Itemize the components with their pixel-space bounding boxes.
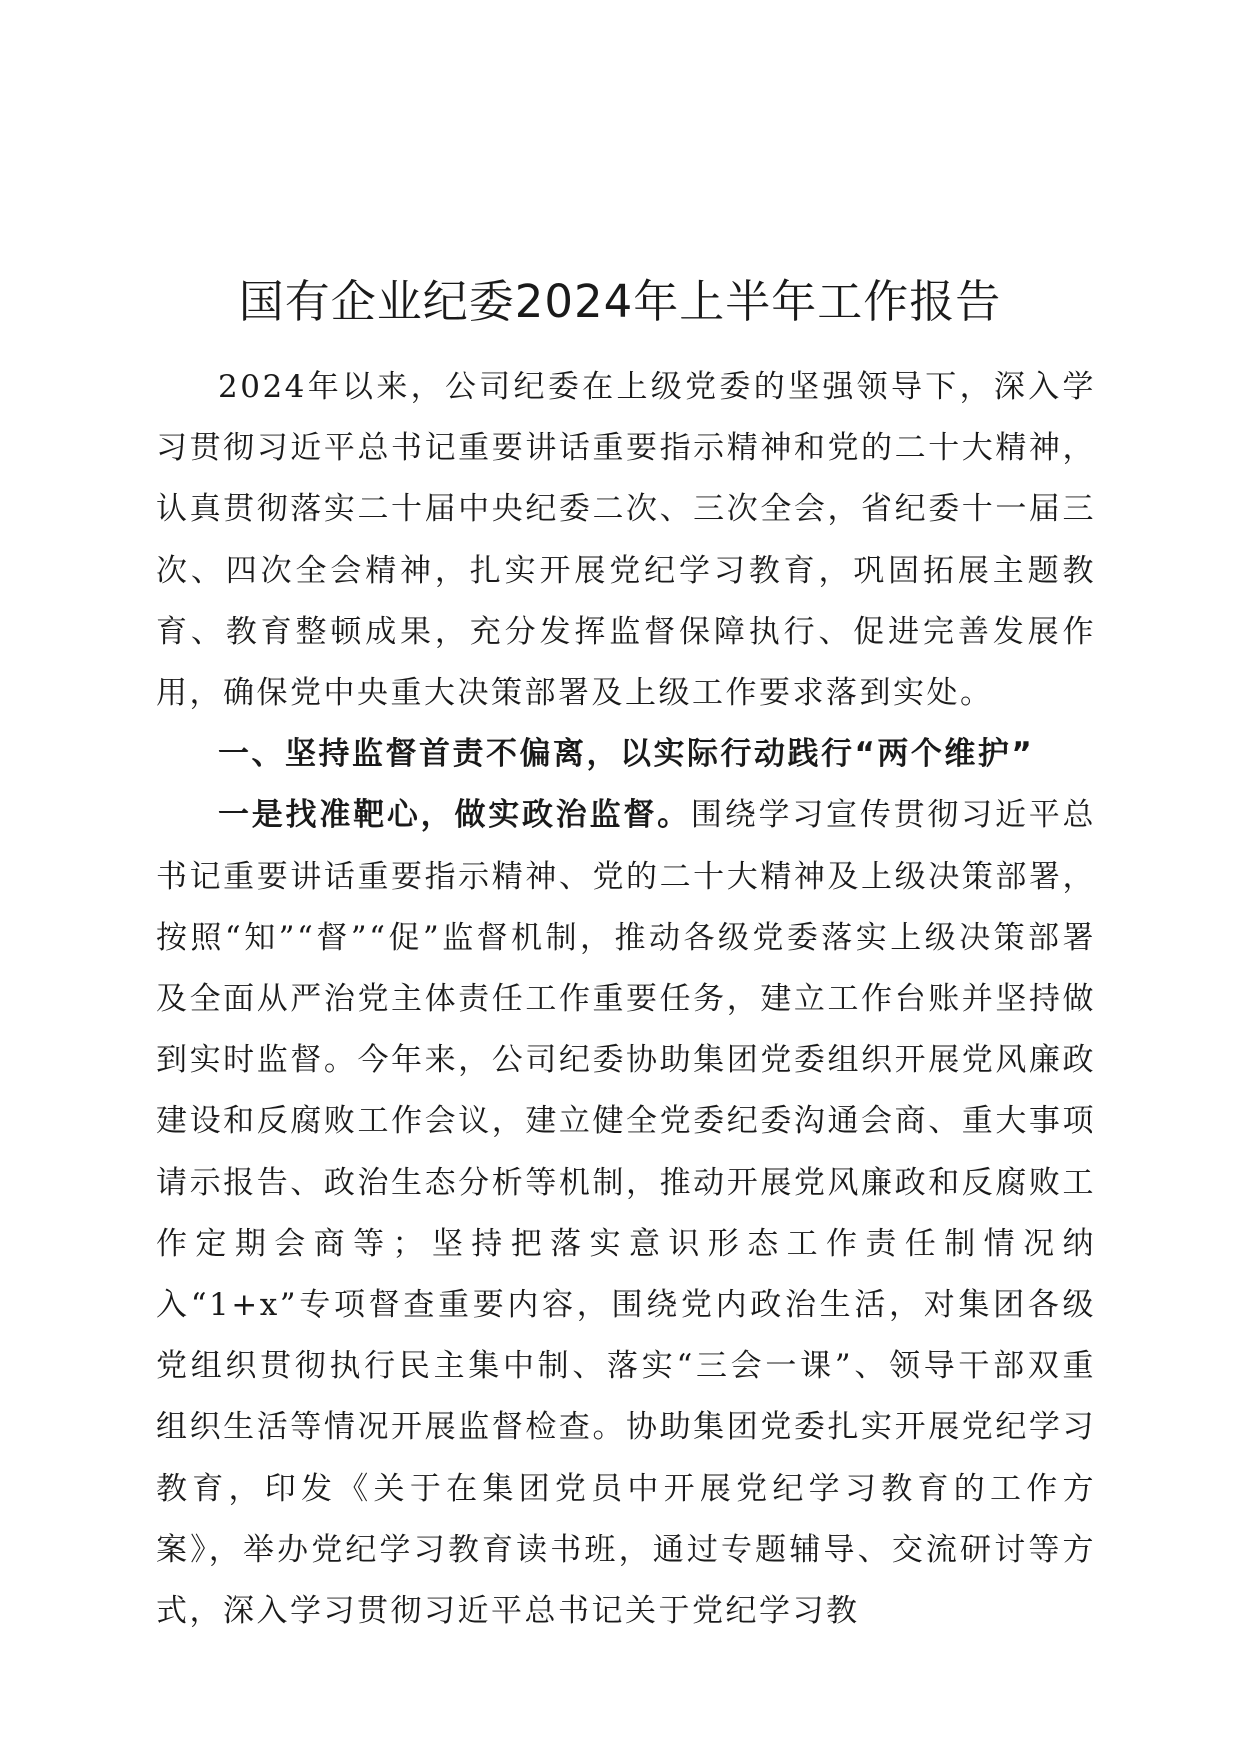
document-body [156,357,1096,1642]
paragraph-body-text: 围绕学习宣传贯彻习近平总书记重要讲话重要指示精神、党的二十大精神及上级决策部署，按照“知”“督”“促”监督机制，推动各级党委落实上级决策部署及全面从严治党主体责任工作重要任务，建立工作台账并坚持做到实时监督。今年来，公司纪委协助集团党委组织开展党风廉政建设和反腐败工作会议，建立健全党委纪委沟通会商、重大事项请示报告、政治生态分析等机制，推动开展党风廉政和反腐败工作定期会商等；坚持把落实意识形态工作责任制情况纳入“1+x”专项督查重要内容，围绕党内政治生活，对集团各级党组织贯彻执行民主集中制、落实“三会一课”、领导干部双重组织生活等情况开展监督检查。协助集团党委扎实开展党纪学习教育，印发《关于在集团党员中开展党纪学习教育的工作方案》，举办党纪学习教育读书班，通过专题辅导、交流研讨等方式，深入学习贯彻习近平总书记关于党纪学习教 [156,797,1097,1630]
section-1-paragraph-1 [156,785,1096,1642]
intro-paragraph: 2024年以来，公司纪委在上级党委的坚强领导下，深入学习贯彻习近平总书记重要讲话重要指示精神和党的二十大精神，认真贯彻落实二十届中央纪委二次、三次全会，省纪委十一届三次、四次全会精神，扎实开展党纪学习教育，巩固拓展主题教育、教育整顿成果，充分发挥监督保障执行、促进完善发展作用，确保党中央重大决策部署及上级工作要求落到实处。 [156,369,1096,712]
section-heading-1: 一、坚持监督首责不偏离，以实际行动践行“两个维护” [218,736,1035,773]
paragraph-lead-phrase: 一是找准靶心，做实政治监督。 [218,797,691,834]
document-title: 国有企业纪委2024年上半年工作报告 [238,275,1002,328]
